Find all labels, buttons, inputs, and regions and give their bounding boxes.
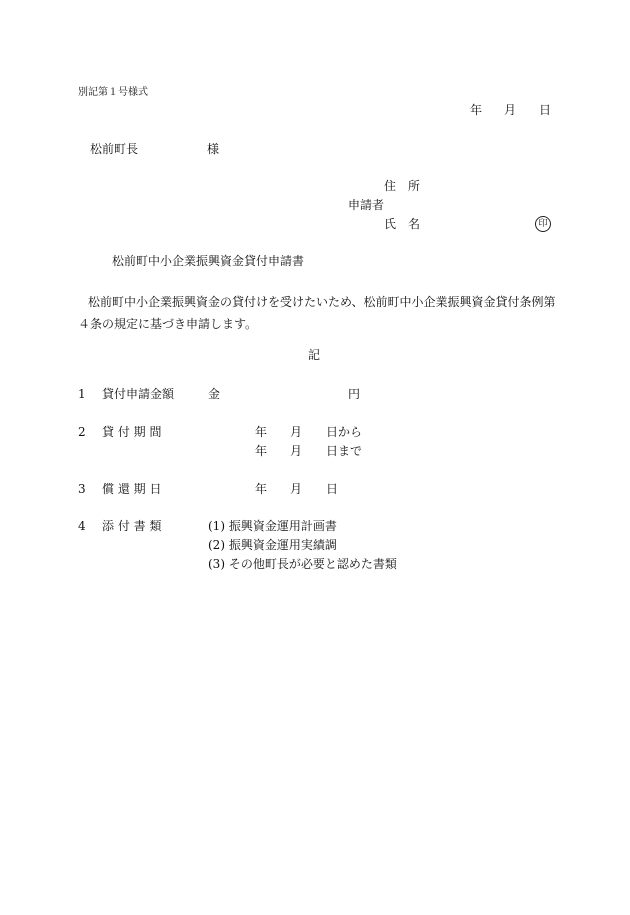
document-title: 松前町中小企業振興資金貸付申請書 — [112, 254, 305, 268]
addressee-name: 松前町長 — [90, 142, 139, 156]
item-1-en: 円 — [348, 387, 361, 401]
date-day: 日 — [539, 103, 552, 117]
form-number: 別記第１号様式 — [78, 87, 148, 98]
item-2-year-to: 年 — [255, 444, 268, 458]
item-2-to: 日まで — [326, 444, 363, 458]
body-paragraph: 松前町中小企業振興資金の貸付けを受けたいため、松前町中小企業振興資金貸付条例第４条の規定に基づき申請します。 — [78, 295, 556, 331]
item-3-number: 3 — [78, 482, 86, 496]
attachment-item: (3) その他町長が必要と認めた書類 — [208, 557, 397, 571]
item-2-label: 貸 付 期 間 — [102, 425, 162, 439]
item-1-label: 貸付申請金額 — [102, 387, 175, 401]
attachment-item: (1) 振興資金運用計画書 — [208, 519, 337, 533]
addressee-honorific: 様 — [207, 142, 220, 156]
item-1-kin: 金 — [208, 387, 221, 401]
name-label: 氏 名 — [384, 217, 421, 231]
item-2-month-to: 月 — [290, 444, 303, 458]
item-1-number: 1 — [78, 387, 86, 401]
item-4-label: 添 付 書 類 — [102, 519, 162, 533]
item-2-year-from: 年 — [255, 425, 268, 439]
item-4-number: 4 — [78, 519, 86, 533]
item-3-year: 年 — [255, 482, 268, 496]
ki-heading: 記 — [308, 348, 321, 362]
applicant-label: 申請者 — [348, 198, 385, 212]
item-2-from: 日から — [326, 425, 363, 439]
date-month: 月 — [504, 103, 517, 117]
attachment-item: (2) 振興資金運用実績調 — [208, 538, 337, 552]
item-3-month: 月 — [290, 482, 303, 496]
seal-mark: 印 — [535, 216, 551, 232]
date-year: 年 — [470, 103, 483, 117]
item-3-day: 日 — [326, 482, 339, 496]
item-3-label: 償 還 期 日 — [102, 482, 162, 496]
item-2-number: 2 — [78, 425, 86, 439]
address-label: 住 所 — [384, 179, 421, 193]
item-2-month-from: 月 — [290, 425, 303, 439]
